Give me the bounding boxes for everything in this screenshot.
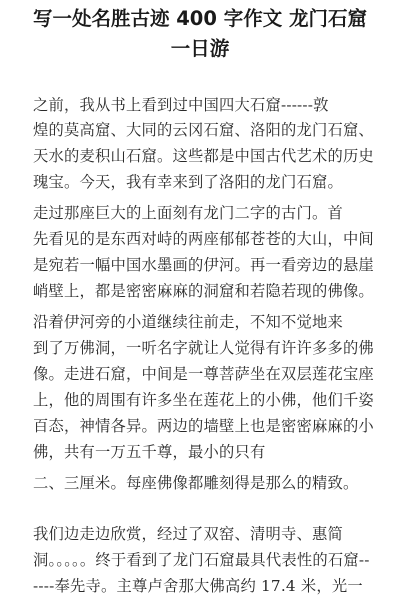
paragraph-line: 像。走进石窟，中间是一尊菩萨坐在双层莲花宝座 [33, 365, 374, 383]
paragraph-line: 百态，神情各异。两边的墙壁上也是密密麻麻的小 [33, 417, 374, 435]
article-title-line-2: 一日游 [170, 37, 230, 60]
paragraph-line: ----奉先寺。主尊卢舍那大佛高约 17.4 米，光一 [33, 577, 363, 595]
paragraph-line: 佛，共有一万五千尊，最小的只有 [33, 443, 266, 461]
paragraph-line: 峭壁上，都是密密麻麻的洞窟和若隐若现的佛像。 [33, 282, 374, 300]
paragraph-line: 上，他的周围有许多坐在莲花上的小佛，他们千姿 [33, 391, 374, 409]
paragraph-line: 之前，我从书上看到过中国四大石窟------敦 [33, 96, 329, 114]
paragraph-line: 洞。。。。。终于看到了龙门石窟最具代表性的石窟-- [33, 551, 370, 569]
paragraph-line: 二、三厘米。每座佛像都雕刻得是那么的精致。 [33, 474, 359, 492]
paragraph-line: 到了万佛洞，一听名字就让人觉得有许许多多的佛 [33, 339, 374, 357]
paragraph-line: 我们边走边欣赏，经过了双窑、清明寺、惠简 [33, 525, 343, 543]
paragraph-line: 煌的莫高窟、大同的云冈石窟、洛阳的龙门石窟、 [33, 121, 374, 139]
paragraph-line: 瑰宝。今天，我有幸来到了洛阳的龙门石窟。 [33, 173, 343, 191]
paragraph-line: 沿着伊河旁的小道继续往前走，不知不觉地来 [33, 313, 343, 331]
paragraph-line: 天水的麦积山石窟。这些都是中国古代艺术的历史 [33, 147, 374, 165]
paragraph-line: 先看见的是东西对峙的两座郁郁苍苍的大山，中间 [33, 230, 374, 248]
article-title-line-1: 写一处名胜古迹 400 字作文 龙门石窟 [32, 7, 368, 30]
paragraph-line: 走过那座巨大的上面刻有龙门二字的古门。首 [33, 204, 343, 222]
paragraph-line: 是宛若一幅中国水墨画的伊河。再一看旁边的悬崖 [33, 256, 374, 274]
